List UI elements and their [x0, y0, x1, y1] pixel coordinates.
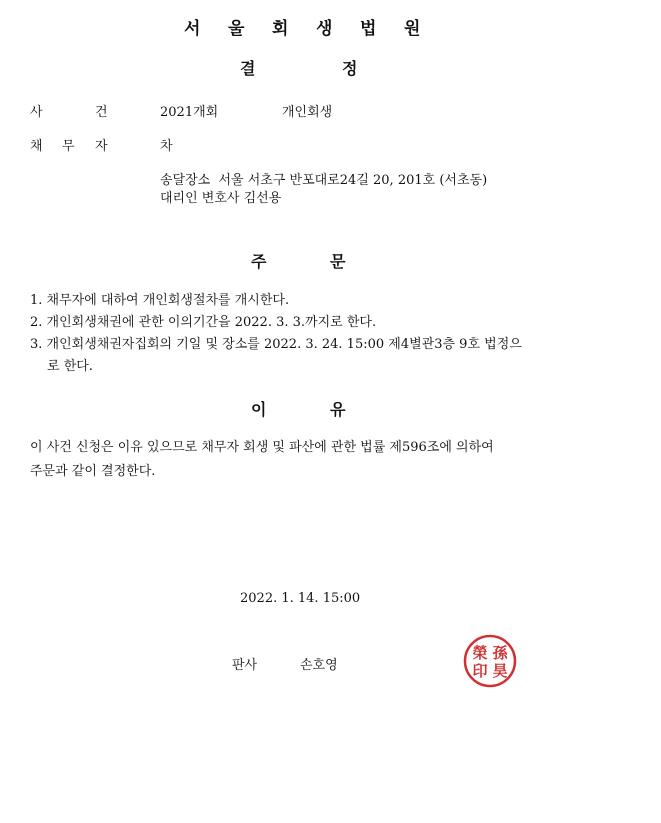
case-type: 개인회생 [282, 105, 333, 120]
debtor-label-1: 채 [30, 139, 43, 154]
service-address: 송달장소 서울 서초구 반포대로24길 20, 201호 (서초동) [160, 173, 488, 188]
order-item-3: 3. 개인회생채권자집회의 기일 및 장소를 2022. 3. 24. 15:00 제4별관3층 9호 법정으 [30, 337, 522, 352]
case-label-1: 사 [30, 105, 43, 120]
debtor-label-3: 자 [95, 139, 108, 154]
court-name-char: 서 [184, 19, 201, 39]
reason-line-2: 주문과 같이 결정한다. [30, 464, 156, 479]
reason-heading-char: 이 [251, 400, 267, 419]
case-number: 2021개회 [160, 105, 219, 120]
case-label-2: 건 [95, 105, 108, 120]
judge-title: 판사 [232, 658, 258, 673]
reason-line-1: 이 사건 신청은 이유 있으므로 채무자 회생 및 파산에 관한 법률 제596조에 의하여 [30, 440, 494, 455]
legal-agent: 대리인 변호사 김선용 [160, 191, 282, 206]
order-item-3-continued: 로 한다. [47, 359, 93, 374]
court-name [184, 14, 448, 39]
order-heading-char: 문 [330, 252, 346, 271]
seal-char-3: 榮 [472, 644, 488, 662]
court-name-char: 울 [228, 19, 245, 39]
seal-char-2: 昊 [492, 662, 508, 680]
decision-date: 2022. 1. 14. 15:00 [240, 591, 361, 606]
court-name-char: 원 [404, 19, 421, 39]
document-title-char: 결 [240, 59, 256, 78]
document-title-char: 정 [342, 59, 358, 78]
order-item-1: 1. 채무자에 대하여 개인회생절차를 개시한다. [30, 293, 290, 308]
court-name-char: 법 [360, 19, 377, 39]
judge-name: 손호영 [300, 658, 338, 673]
court-name-char: 회 [272, 19, 289, 39]
debtor-label-2: 무 [62, 139, 75, 154]
debtor-name: 차 [160, 139, 173, 154]
reason-heading-char: 유 [330, 400, 346, 419]
court-name-char: 생 [316, 19, 333, 39]
seal-char-4: 印 [472, 662, 488, 680]
judge-seal [463, 634, 517, 688]
order-item-2: 2. 개인회생채권에 관한 이의기간을 2022. 3. 3.까지로 한다. [30, 315, 377, 330]
order-heading-char: 주 [251, 252, 267, 271]
seal-char-1: 孫 [492, 644, 508, 662]
